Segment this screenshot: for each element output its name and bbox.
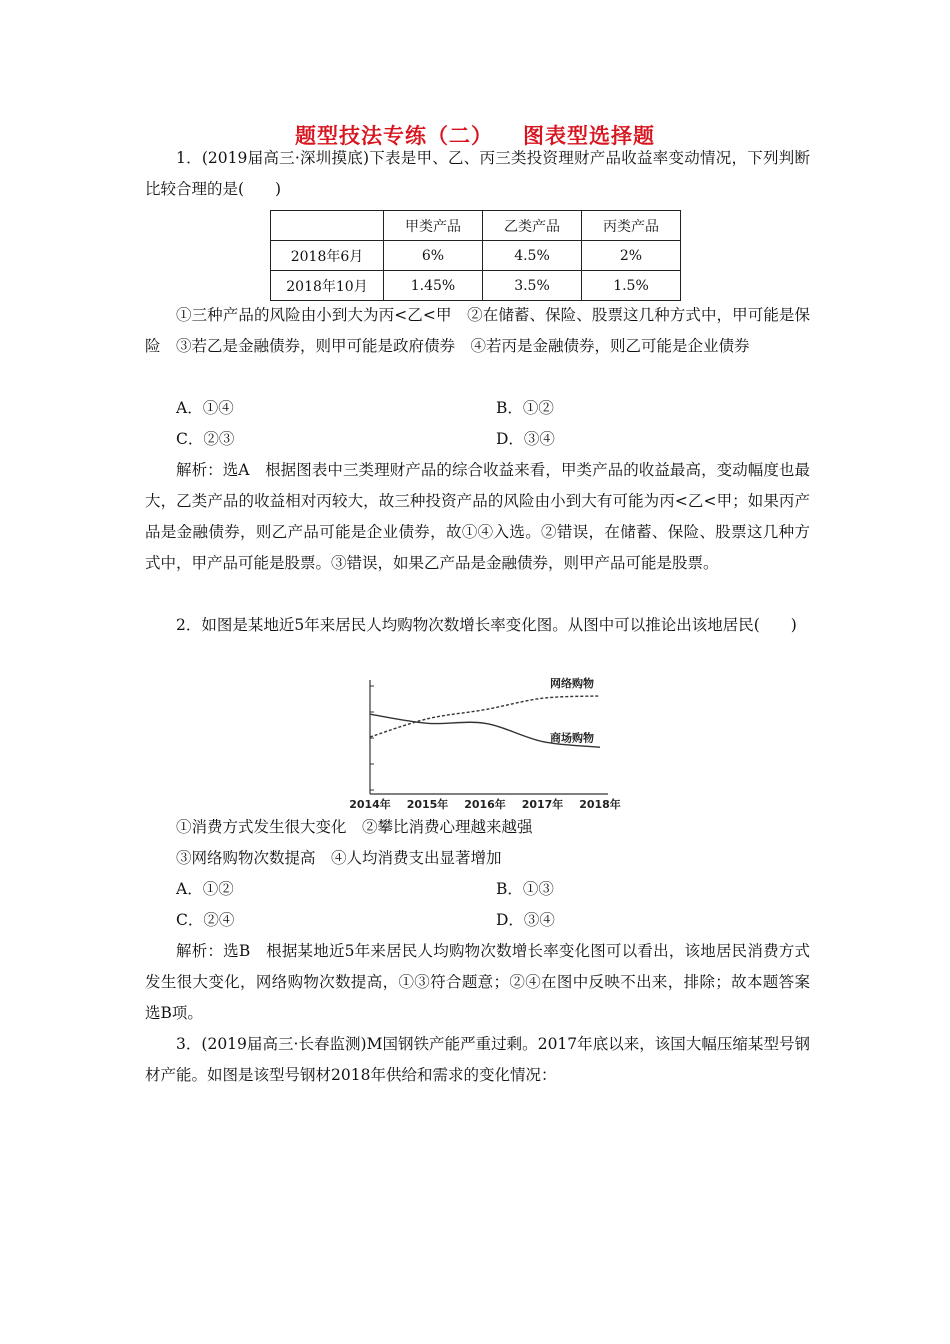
table-cell: 3.5% bbox=[483, 271, 582, 301]
table-cell: 丙类产品 bbox=[582, 211, 681, 241]
q1-statements: ①三种产品的风险由小到大为丙<乙<甲 ②在储蓄、保险、股票这几种方式中，甲可能是保险 ③若乙是金融债券，则甲可能是政府债券 ④若丙是金融债券，则乙可能是企业债券 bbox=[145, 306, 810, 355]
title-part2: 图表型选择题 bbox=[523, 123, 655, 148]
table-cell: 甲类产品 bbox=[384, 211, 483, 241]
q2-statement2: ③网络购物次数提高 ④人均消费支出显著增加 bbox=[176, 849, 502, 867]
table-cell: 1.45% bbox=[384, 271, 483, 301]
table-cell: 4.5% bbox=[483, 241, 582, 271]
q2-option-d: D．③④ bbox=[496, 911, 555, 929]
q1-option-a: A．①④ bbox=[176, 399, 234, 417]
q2-option-a: A．①② bbox=[176, 880, 234, 898]
q2-analysis: 解析：选B 根据某地近5年来居民人均购物次数增长率变化图可以看出，该地居民消费方式发生很大变化，网络购物次数提高，①③符合题意；②④在图中反映不出来，排除；故本题答案选B项。 bbox=[145, 942, 810, 1022]
table-header-row bbox=[271, 211, 681, 241]
chart-labels bbox=[349, 676, 621, 811]
x-tick-label: 2018年 bbox=[579, 798, 621, 811]
q1-option-b: B．①② bbox=[496, 399, 554, 417]
table-row bbox=[271, 271, 681, 301]
table-cell: 2018年10月 bbox=[271, 271, 384, 301]
table-cell: 2% bbox=[582, 241, 681, 271]
title-part1: 题型技法专练（二） bbox=[295, 123, 493, 148]
x-tick-label: 2015年 bbox=[406, 798, 449, 811]
q3-stem: 3．(2019届高三·长春监测)M国钢铁产能严重过剩。2017年底以来，该国大幅压缩某型号钢材产能。如图是该型号钢材2018年供给和需求的变化情况： bbox=[145, 1035, 810, 1084]
table-cell: 2018年6月 bbox=[271, 241, 384, 271]
growth-rate-chart bbox=[340, 672, 640, 814]
q2-stem: 2．如图是某地近5年来居民人均购物次数增长率变化图。从图中可以推论出该地居民( ) bbox=[176, 616, 797, 634]
q1-analysis: 解析：选A 根据图表中三类理财产品的综合收益来看，甲类产品的收益最高，变动幅度也最大，乙类产品的收益相对丙较大，故三种投资产品的风险由小到大有可能为丙<乙<甲；如果丙产品是金融债券，则乙产品可能是企业债券，故①④入选。②错误，在储蓄、保险、股票这几种方式中，甲产品可能是股票。③错误，如果乙产品是金融债券，则甲产品可能是股票。 bbox=[145, 461, 810, 572]
q2-statement1: ①消费方式发生很大变化 ②攀比消费心理越来越强 bbox=[176, 818, 533, 836]
series-label: 网络购物 bbox=[550, 676, 594, 690]
table-cell: 乙类产品 bbox=[483, 211, 582, 241]
q2-option-c: C．②④ bbox=[176, 911, 235, 929]
table-cell bbox=[271, 211, 384, 241]
series-label: 商场购物 bbox=[550, 731, 594, 745]
q2-option-b: B．①③ bbox=[496, 880, 554, 898]
q1-option-d: D．③④ bbox=[496, 430, 555, 448]
table-cell: 6% bbox=[384, 241, 483, 271]
x-tick-label: 2014年 bbox=[349, 798, 391, 811]
q1-stem: 1．(2019届高三·深圳摸底)下表是甲、乙、丙三类投资理财产品收益率变动情况，下列判断比较合理的是( ) bbox=[145, 149, 810, 198]
table-cell: 1.5% bbox=[582, 271, 681, 301]
x-tick-label: 2016年 bbox=[464, 798, 506, 811]
table-row bbox=[271, 241, 681, 271]
x-tick-label: 2017年 bbox=[521, 798, 564, 811]
q1-table bbox=[270, 210, 681, 301]
q1-option-c: C．②③ bbox=[176, 430, 235, 448]
